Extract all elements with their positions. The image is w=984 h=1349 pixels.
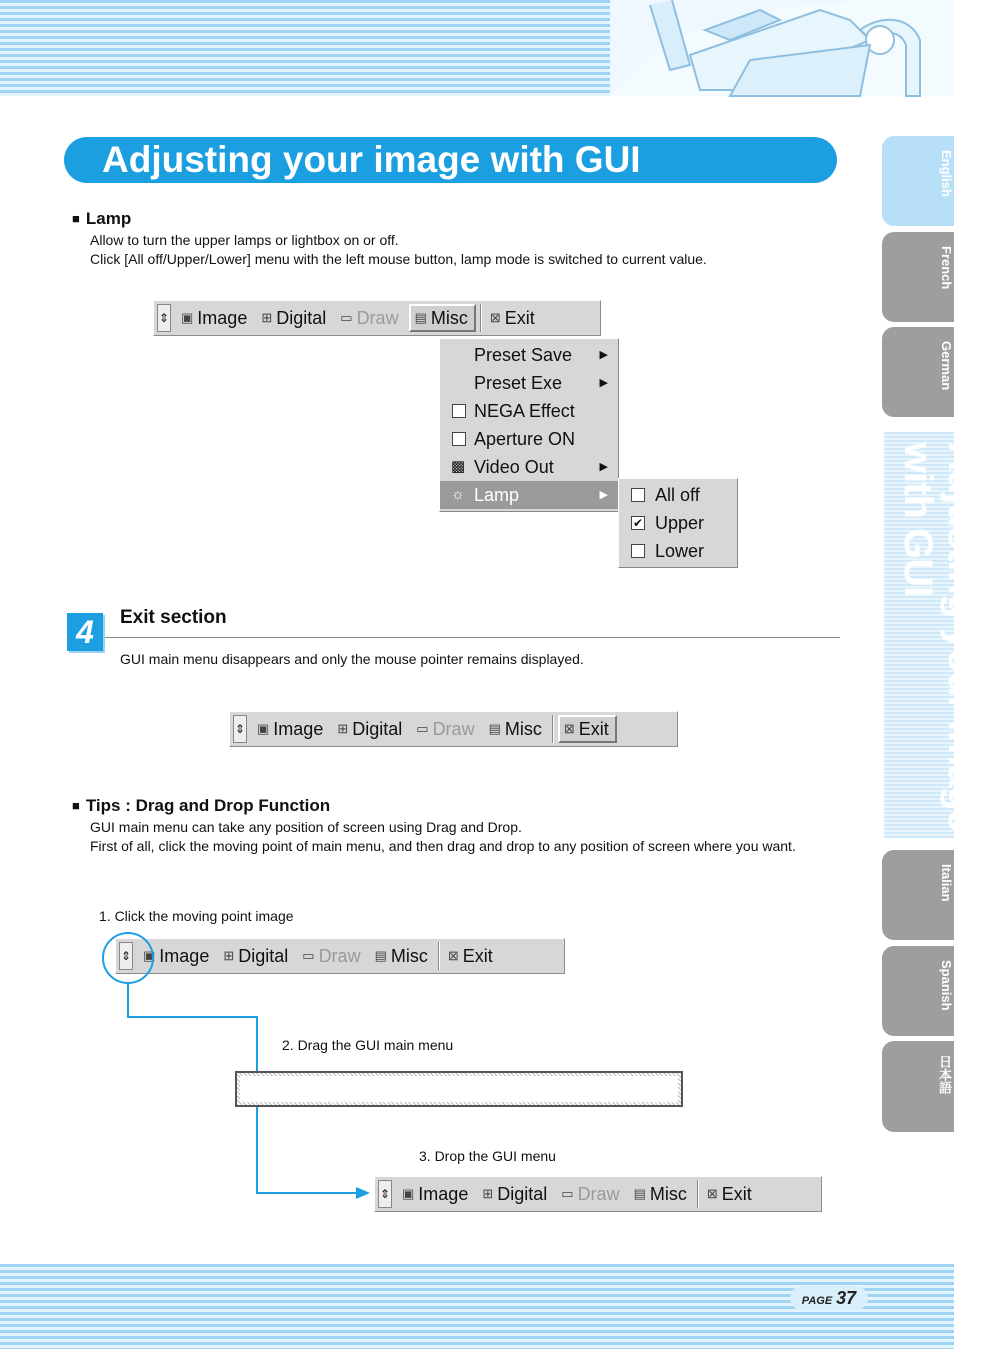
exit-icon: ⊠ bbox=[563, 721, 575, 736]
checkbox-icon[interactable] bbox=[452, 432, 466, 446]
gui-main-menu-misc bbox=[153, 300, 601, 336]
exit-icon: ⊠ bbox=[706, 1186, 718, 1201]
menu-digital[interactable] bbox=[478, 1180, 553, 1208]
menu-exit-label: Exit bbox=[462, 945, 493, 966]
menu-misc[interactable] bbox=[371, 942, 434, 970]
moving-point-highlight-circle bbox=[102, 932, 154, 984]
menu-digital-label: Digital bbox=[276, 307, 327, 328]
checkbox-checked-icon[interactable]: ✔ bbox=[632, 516, 644, 530]
submenu-arrow-icon: ▶ bbox=[599, 377, 608, 389]
presenter-device-illustration bbox=[610, 0, 954, 96]
checkbox-icon[interactable] bbox=[452, 404, 466, 418]
image-icon: ▣ bbox=[181, 310, 194, 325]
move-handle-icon[interactable]: ⇕ bbox=[378, 1180, 392, 1208]
menu-draw-label: Draw bbox=[318, 945, 361, 966]
image-icon: ▣ bbox=[143, 948, 156, 963]
menu-item-lamp[interactable] bbox=[440, 481, 618, 509]
tab-italian[interactable]: Italian bbox=[882, 850, 954, 940]
exit-section-heading: Exit section bbox=[120, 607, 227, 628]
menu-exit-label: Exit bbox=[578, 718, 609, 739]
draw-icon: ▭ bbox=[302, 948, 315, 963]
menu-draw-label: Draw bbox=[356, 307, 399, 328]
page-number: 37 bbox=[836, 1288, 857, 1308]
menu-exit[interactable] bbox=[558, 715, 617, 743]
menu-exit-label: Exit bbox=[721, 1183, 752, 1204]
tips-line-2: First of all, click the moving point of main menu, and then drag and drop to any position of screen where you want. bbox=[90, 838, 796, 854]
move-handle-icon[interactable]: ⇕ bbox=[157, 304, 171, 332]
tab-japanese[interactable]: 日本語 bbox=[882, 1041, 954, 1132]
menu-draw-label: Draw bbox=[577, 1183, 620, 1204]
presenter-device-image bbox=[610, 0, 954, 96]
digital-icon: ⊞ bbox=[482, 1186, 494, 1201]
menu-draw[interactable] bbox=[557, 1180, 625, 1208]
menu-item-upper[interactable] bbox=[619, 509, 737, 537]
lamp-submenu bbox=[618, 478, 738, 568]
lamp-heading: ■ Lamp bbox=[72, 209, 131, 229]
menu-misc-label: Misc bbox=[430, 307, 468, 328]
video-out-label: Video Out bbox=[474, 457, 554, 477]
menu-item-preset-exe[interactable] bbox=[440, 369, 618, 397]
menu-draw[interactable] bbox=[336, 304, 404, 332]
checkbox-icon[interactable] bbox=[631, 544, 645, 558]
menu-separator bbox=[438, 942, 440, 970]
image-icon: ▣ bbox=[257, 721, 270, 736]
arrow-right-icon bbox=[356, 1187, 370, 1199]
lamp-menu-label: Lamp bbox=[474, 485, 520, 505]
menu-digital[interactable] bbox=[257, 304, 332, 332]
menu-exit[interactable] bbox=[486, 304, 541, 332]
tab-french[interactable]: French bbox=[882, 232, 954, 322]
lamp-line-1: Allow to turn the upper lamps or lightbox on or off. bbox=[90, 232, 399, 248]
menu-item-aperture-on[interactable] bbox=[440, 425, 618, 453]
menu-misc[interactable] bbox=[630, 1180, 693, 1208]
video-icon: ▩ bbox=[451, 458, 466, 475]
upper-label: Upper bbox=[655, 513, 705, 533]
tips-heading: ■ Tips : Drag and Drop Function bbox=[72, 796, 330, 816]
tab-german[interactable]: German bbox=[882, 327, 954, 417]
draw-icon: ▭ bbox=[561, 1186, 574, 1201]
misc-icon: ▤ bbox=[633, 1186, 646, 1201]
menu-separator bbox=[552, 715, 554, 743]
menu-misc[interactable] bbox=[409, 304, 476, 332]
page-number-badge bbox=[790, 1286, 868, 1310]
menu-item-nega-effect[interactable] bbox=[440, 397, 618, 425]
page-label: PAGE bbox=[801, 1295, 833, 1307]
tips-line-1: GUI main menu can take any position of screen using Drag and Drop. bbox=[90, 819, 522, 835]
bulb-icon: ☼ bbox=[451, 486, 465, 503]
exit-section-text: GUI main menu disappears and only the mouse pointer remains displayed. bbox=[120, 651, 584, 667]
menu-draw[interactable] bbox=[298, 942, 366, 970]
tab-active-section bbox=[884, 432, 984, 838]
menu-misc-label: Misc bbox=[504, 718, 542, 739]
menu-misc-label: Misc bbox=[649, 1183, 687, 1204]
menu-digital-label: Digital bbox=[238, 945, 289, 966]
preset-save-label: Preset Save bbox=[474, 345, 573, 365]
menu-draw[interactable] bbox=[412, 715, 480, 743]
tab-english[interactable]: English bbox=[882, 136, 954, 226]
misc-icon: ▤ bbox=[414, 310, 427, 325]
page-title: Adjusting your image with GUI bbox=[64, 137, 837, 183]
move-handle-icon[interactable]: ⇕ bbox=[119, 942, 133, 970]
menu-image[interactable] bbox=[398, 1180, 474, 1208]
submenu-arrow-icon: ▶ bbox=[599, 349, 608, 361]
gui-main-menu-dropped bbox=[374, 1176, 822, 1212]
menu-image[interactable] bbox=[177, 304, 253, 332]
exit-section-rule bbox=[105, 637, 840, 638]
menu-item-all-off[interactable] bbox=[619, 481, 737, 509]
menu-item-video-out[interactable] bbox=[440, 453, 618, 481]
misc-dropdown bbox=[439, 338, 619, 512]
move-handle-icon[interactable]: ⇕ bbox=[233, 715, 247, 743]
checkbox-icon[interactable] bbox=[631, 488, 645, 502]
menu-digital-label: Digital bbox=[352, 718, 403, 739]
menu-exit[interactable] bbox=[703, 1180, 758, 1208]
menu-item-preset-save[interactable] bbox=[440, 341, 618, 369]
misc-icon: ▤ bbox=[488, 721, 501, 736]
gui-main-menu-exit bbox=[229, 711, 678, 747]
step-3-label: 3. Drop the GUI menu bbox=[419, 1148, 556, 1164]
tab-spanish[interactable]: Spanish bbox=[882, 946, 954, 1036]
gui-main-menu-step1 bbox=[115, 938, 565, 974]
image-icon: ▣ bbox=[402, 1186, 415, 1201]
aperture-on-label: Aperture ON bbox=[474, 429, 576, 449]
menu-separator bbox=[480, 304, 482, 332]
menu-separator bbox=[697, 1180, 699, 1208]
connector-line bbox=[256, 1192, 360, 1194]
active-tab-label: Adjusting your image with GUI bbox=[896, 442, 984, 831]
menu-exit-label: Exit bbox=[504, 307, 535, 328]
menu-misc[interactable] bbox=[485, 715, 548, 743]
preset-exe-label: Preset Exe bbox=[474, 373, 563, 393]
section-number-badge: 4 bbox=[67, 613, 103, 651]
menu-image-label: Image bbox=[197, 307, 248, 328]
menu-image-label: Image bbox=[159, 945, 210, 966]
draw-icon: ▭ bbox=[416, 721, 429, 736]
menu-image-label: Image bbox=[273, 718, 324, 739]
tips-description bbox=[90, 818, 830, 856]
menu-exit[interactable] bbox=[444, 942, 499, 970]
menu-image-label: Image bbox=[418, 1183, 469, 1204]
submenu-arrow-icon: ▶ bbox=[599, 461, 608, 473]
all-off-label: All off bbox=[655, 485, 700, 505]
step-1-label: 1. Click the moving point image bbox=[99, 908, 294, 924]
header-stripes bbox=[0, 0, 610, 96]
digital-icon: ⊞ bbox=[337, 721, 349, 736]
connector-line bbox=[127, 984, 129, 1018]
connector-line bbox=[127, 1016, 258, 1018]
digital-icon: ⊞ bbox=[261, 310, 273, 325]
drag-outline-rectangle bbox=[235, 1071, 683, 1107]
submenu-arrow-icon: ▶ bbox=[599, 489, 608, 501]
menu-item-lower[interactable] bbox=[619, 537, 737, 565]
menu-misc-label: Misc bbox=[390, 945, 428, 966]
nega-effect-label: NEGA Effect bbox=[474, 401, 575, 421]
draw-icon: ▭ bbox=[340, 310, 353, 325]
exit-icon: ⊠ bbox=[447, 948, 459, 963]
lamp-description bbox=[90, 231, 830, 269]
lamp-line-2: Click [All off/Upper/Lower] menu with the left mouse button, lamp mode is switched to current value. bbox=[90, 251, 707, 267]
step-2-label: 2. Drag the GUI main menu bbox=[282, 1037, 454, 1053]
menu-image[interactable] bbox=[253, 715, 329, 743]
exit-icon: ⊠ bbox=[489, 310, 501, 325]
digital-icon: ⊞ bbox=[223, 948, 235, 963]
menu-digital[interactable] bbox=[333, 715, 408, 743]
menu-digital[interactable] bbox=[219, 942, 294, 970]
lower-label: Lower bbox=[655, 541, 705, 561]
misc-icon: ▤ bbox=[374, 948, 387, 963]
menu-draw-label: Draw bbox=[432, 718, 475, 739]
menu-digital-label: Digital bbox=[497, 1183, 548, 1204]
